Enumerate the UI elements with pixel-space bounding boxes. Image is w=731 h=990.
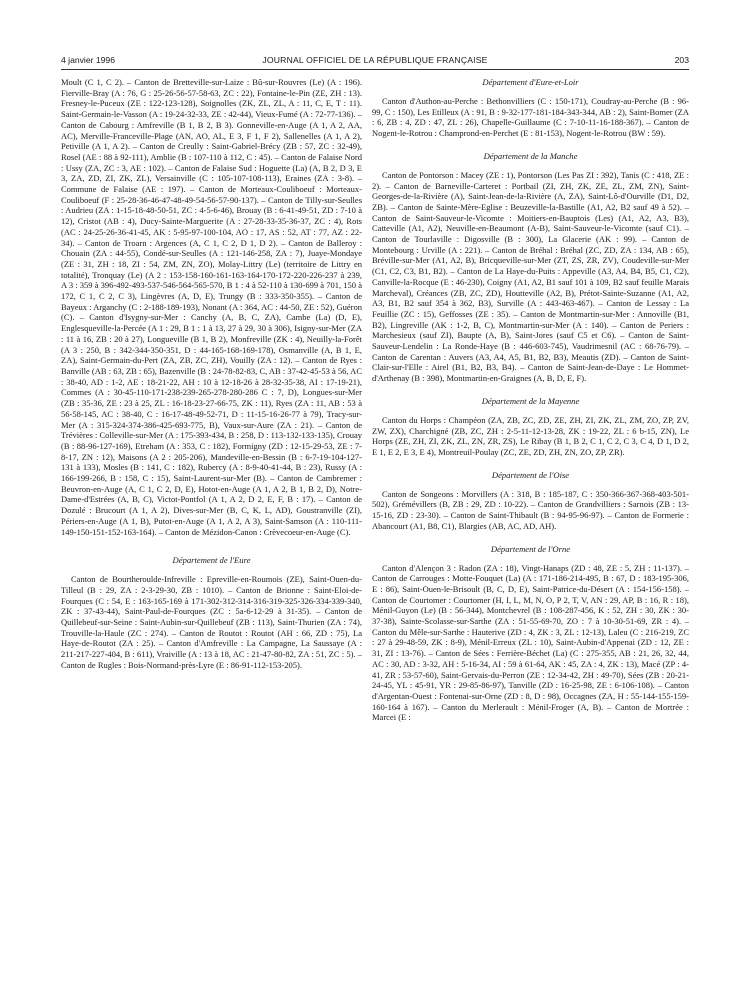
section-gap [372, 139, 689, 151]
page-header [61, 55, 689, 69]
section-gap [372, 555, 689, 563]
section-gap [61, 537, 362, 555]
right-column [372, 77, 689, 982]
header-page-number: 203 [674, 55, 689, 65]
left-column [61, 77, 362, 982]
section-gap [372, 162, 689, 170]
section-gap [372, 407, 689, 415]
section-heading-eure: Département de l'Eure [172, 555, 251, 566]
section-gap [372, 481, 689, 489]
section-heading-orne: Département de l'Orne [490, 543, 571, 554]
calvados-continuation-text: Moult (C 1, C 2). – Canton de Bretteville-sur-Laize : Bû-sur-Rouvres (Le) (A : 196). Fierville-Bray (A : 76, G : 25-26-56-57-58-63, ZC : 22), Fontaine-le-Pin (ZE, ZH : 13). Fresney-le-Puceux (ZE : 122-123-128), Soignolles (ZK, ZL, ZL, A : 11, C, E, T : 11). Saint-Germain-le-Vasson (A : 19-24-32-33, ZE : 42-44), Vieux-Fumé (A : 72-77-136). – Canton de Cabourg : Amfreville (B 1, B 2, B 3). Gonneville-en-Auge (A 1, A 2, AA, AC), Merville-Franceville-Plage (AN, AO, AL, E 3, F 1, F 2), Sallenelles (A 1, A 2), Petiville (A 1, A 2). – Canton de Creully : Saint-Gabriel-Brécy (ZB : 57, ZC : 32-49), Rosel (AE : 88 à 92-111), Amblie (B : 107-110 à 112, C : 45). – Canton de Falaise Nord : Ussy (ZA, ZC : 3, AE : 102). – Canton de Falaise Sud : Hoguette (La) (A, B 2, D 3, E 3, ZA, ZD, ZI, ZK, ZL), Versainville (C : 105-107-108-113), Eraines (ZA : 3-8). – Commune de Falaise (AE : 197). – Canton de Morteaux-Couliboeuf : Morteaux-Couliboeuf (F : 25-28-36-46-47-48-49-54-56-57-90-137). – Canton de Tilly-sur-Seulles : Audrieu (ZA : 1-15-18-48-50-51, ZC : 4-5-6-46), Brouay (B : 6-41-49-51, ZD : 7-10 à 12), Cristot (AB : 4), Ducy-Sainte-Marguerite (A : 27-28-33-35-36-37, ZC : 4), Rots (AC : 24-25-26-36-41-45, AK : 5-95-97-100-104, AO : 17, AS : 52, AT : 77, AZ : 22-34). – Canton de Troarn : Argences (A, C 1, C 2, D 1, D 2). – Canton de Balleroy : Chouain (ZA : 44-55), Condé-sur-Seulles (A : 121-146-258, ZA : 7), Juaye-Mondaye (ZE : 31, ZH : 18, ZI : 54, ZM, ZN, ZO), Molay-Littry (Le) (territoire de Littry en totalité), Tronquay (Le) (A 2 : 153-158-160-161-163-164-170-172-220-226-237 à 239, A 3 : 359 à 396-492-493-537-546-564-565-570, B 1 : 4 à 52-110 à 130-699 à 701, 150 à 172, C 1, C 2, C 3), Lingèvres (A, D, E), Trungy (B : 333-350-355). – Canton de Bayeux : Arganchy (C : 2-188-189-193), Nonant (A : 364, AC : 44-50, ZE : 52), Guéron (C). – Canton d'Isygny-sur-Mer : Canchy (A, B, C, ZA), Cambe (La) (D, E), Englesqueville-la-Percée (A 1 : 29, B 1 : 1 à 13, 27 à 29, 30 à 306), Isigny-sur-Mer (ZA : 11 à 16, ZB : 20 à 27), Longueville (B 1, B 2), Monfreville (ZK : 4), Neuilly-la-Forêt (A 3 : 250, B : 342-344-350-351, D : 44-165-168-169-178), Osmanville (A, B 1, E, ZA), Saint-Germain-du-Pert (ZA, ZB, ZC, ZH), Vouilly (ZA : 12). – Canton de Ryes : Banville (AB : 63, ZB : 65), Bazenville (B : 24-78-82-83, C, AB : 37-42-45-53 à 56, AC : 38-40, AD : 1-2, AE : 18-21-22, AH : 10 à 12-18-26 à 28-32-35-38, AI : 17-19-21), Commes (A : 30-45-110-171-238-239-265-278-280-286 C : 7, D), Longues-sur-Mer (ZB : 35-36, ZE : 23 à 25, ZL : 16-18-23-27-66-75, ZK : 11), Ryes (ZA : 11, AB : 53 à 56-58-145, AC : 38-40, C : 16-17-48-49-52-71, D : 11-15-16-26-77 à 79), Tracy-sur-Mer (A : 315-324-374-386-425-693-775, B), Vaux-sur-Aure (ZA : 21). – Canton de Trévières : Colleville-sur-Mer (A : 175-393-434, B : 258, D : 113-132-133-135), Crouay (B : 88-96-127-169), Etreham (A : 353, C : 182), Formigny (ZD : 12-15-29-53, ZE : 7-8-17, ZN : 12), Maisons (A 2 : 205-206), Mandeville-en-Bessin (B : 6-7-19-104-127-131 à 133), Mosles (B : 141, C : 182), Rubercy (A : 8-9-40-41-44, B : 23), Russy (A : 166-199-266, B : 158, C : 15), Saint-Laurent-sur-Mer (B). – Canton de Cambremer : Beuvron-en-Auge (A, C 1, C 2, D, E), Hotot-en-Auge (A 1, A 2, B 1, B 2, D), Notre-Dame-d'Estrées (A, B, C), Victot-Pontfol (A 1, A 2, D 2, E, F, B : 17). – Canton de Dozulé : Brucourt (A 1, A 2), Dives-sur-Mer (B, C, K, L, AD), Goustranville (ZI), Périers-en-Auge (A 1, B), Putot-en-Auge (A 1, A 2, A 3), Saint-Samson (A : 110-111-149-150-151-152-163-164). – Canton de Mézidon-Canon : Crèvecoeur-en-Auge (C). [61, 77, 362, 537]
section-text-eure-et-loir: Canton d'Authon-au-Perche : Bethonvilliers (C : 150-171), Coudray-au-Perche (B : 96-99, C : 150), Les Etilleux (A : 91, B : 9-32-177-181-184-343-344, AB : 2), Saint-Bomer (ZA : 6, ZB : 4, ZD : 47, ZL : 26), Chapelle-Guillaume (C : 7-10-11-16-188-367). – Canton de Nogent-le-Rotrou : Champrond-en-Perchet (E : 81-153), Nogent-le-Rotrou (BW : 59). [372, 96, 689, 139]
section-heading-eure-et-loir: Département d'Eure-et-Loir [482, 77, 579, 87]
header-rule [61, 69, 689, 70]
section-gap [372, 532, 689, 544]
header-date: 4 janvier 1996 [61, 55, 115, 65]
header-title: JOURNAL OFFICIEL DE LA RÉPUBLIQUE FRANÇAISE [262, 55, 488, 65]
section-heading-manche: Département de la Manche [483, 150, 578, 161]
section-gap [372, 458, 689, 470]
section-text-manche: Canton de Pontorson : Macey (ZE : 1), Pontorson (Les Pas ZI : 392), Tanis (C : 418, ZE : 2). – Canton de Barneville-Carteret : Portbail (ZI, ZH, ZK, ZE, ZL, ZM, ZN), Saint-Georges-de-la-Rivière (A), Saint-Jean-de-la-Rivière (A, ZA), Saint-Lô-d'Ourville (D1, D2, ZB). – Canton de Sainte-Mère-Eglise : Beuzeville-la-Bastille (A1, A2, B2 sauf 49 à 52). – Canton de Saint-Sauveur-le-Vicomte : Moitiers-en-Bauptois (Les) (A1, A2, A3, B3), Catteville (A1, A2), Neuville-en-Beaumont (A-B), Saint-Sauveur-le-Vicomte (sauf C1). – Canton de Tourlaville : Digosville (B : 300), La Glacerie (AK : 99). – Canton de Montebourg : Urville (A : 221). – Canton de Bréhal : Bréhal (ZC, ZD, ZA : 134, AB : 65), Bréville-sur-Mer (A1, A2, B), Bricqueville-sur-Mer (ZT, ZS, ZR, ZV), Coudeville-sur-Mer (C1, C2, C3, B1, B2). – Canton de La Haye-du-Puits : Appeville (A3, A4, B4, B5, C1, C2), Canville-la-Rocque (E : 46-230), Coigny (A1, A2, B1 sauf 101 à 109, B2 sauf feuille Marais Marcheval), Créances (ZB, ZC, ZD), Houtteville (A2, B), Prétot-Sainte-Suzanne (A1, A2, A3, B1, B2 sauf 354 à 362, B3), Surville (A : 443-463-467). – Canton de Lessay : La Feuillie (ZC : 15), Geffosses (ZE : 35). – Canton de Montmartin-sur-Mer : Annoville (B1, B2), Lingreville (AK : 1-2, B, C), Montmartin-sur-Mer (A : 140). – Canton de Periers : Marchesieux (sauf ZI), Baupte (A, B), Saint-Jores (sauf C5 et C6). – Canton de Saint-Sauveur-Lendelin : La Ronde-Haye (B : 446-603-745), Vaudrimesnil (AC : 68-76-79). – Canton de Carentan : Auvers (A3, A4, A5, B1, B2, B3), Meautis (ZD). – Canton de Saint-Clair-sur-l'Elle : Airel (B1, B2, B3, B4). – Canton de Saint-Jean-de-Daye : Le Hommet-d'Arthenay (B : 398), Montmartin-en-Graignes (A, B, D, E, F). [372, 169, 689, 384]
section-heading-mayenne: Département de la Mayenne [481, 395, 580, 406]
section-heading-oise: Département de l'Oise [491, 469, 570, 480]
section-text-orne: Canton d'Alençon 3 : Radon (ZA : 18), Vingt-Hanaps (ZD : 48, ZE : 5, ZH : 11-137). – Canton de Carrouges : Motte-Fouquet (La) (A : 171-186-214-495, B : 67, D : 183-195-306, E : 86), Saint-Ouen-le-Brisoult (B, C, D, E), Saint-Patrice-du-Désert (A : 154-156-158). – Canton de Courtomer : Courtomer (H, I, L, M, N, O, P 2, T, V, AN : 29, AP, B : 16, R : 18), Ménil-Guyon (Le) (B : 56-344), Montchevrel (B : 108-287-456, K : 52, ZH : 30, ZK : 30-37-38), Sainte-Scolasse-sur-Sarthe (ZA : 51-55-69-70, ZO : 7 à 10-30-51-69, ZR : 4). – Canton du Mêle-sur-Sarthe : Hauterive (ZD : 4, ZK : 3, ZL : 12-13), Laleu (C : 216-219, ZC : 27 à 29-48-59, ZK : 8-9), Ménil-Erreux (ZL : 10), Saint-Aubin-d'Appenai (ZD : 12, ZE : 31, ZI : 13-76). – Canton de Sées : Ferrière-Béchet (La) (C : 275-355, AB : 21, 26, 32, 44, AC : 30, AD : 3-32, AH : 5-16-34, AI : 59 à 61-64, AK : 45, ZA : 4, ZK : 13), Macé (ZP : 4-41, ZR : 53-57-60), Saint-Gervais-du-Perron (ZE : 12-34-42, ZH : 49-70), Sées (ZB : 20-21-24-45, YL : 45-91, YR : 29-85-86-97), Tanville (ZD : 16-25-98, ZE : 6-106-108). – Canton d'Argentan-Ouest : Fontenai-sur-Orne (ZD : 8, D : 98), Occagnes (ZA, H : 55-144-155-159-160-164 à 167). – Canton du Merlerault : Ménil-Froger (A, B). – Canton de Mortrée : Marcei (E : [372, 562, 689, 723]
section-gap [372, 88, 689, 96]
section-gap [372, 384, 689, 396]
section-text-eure: Canton de Bourtheroulde-Infreville : Epreville-en-Roumois (ZE), Saint-Ouen-du-Tilleul (B : 29, ZA : 2-3-29-30, ZB : 1010). – Canton de Brionne : Saint-Eloi-de-Fourques (C : 54, E : 163-165-169 à 171-302-312-314-316-319-325-326-334-339-340, ZK : 37-43-44), Saint-Paul-de-Fourques (ZC : 5a-6-12-29 à 31-35). – Canton de Quillebeuf-sur-Seine : Saint-Aubin-sur-Quillebeuf (ZB : 113), Saint-Thurien (ZA : 74), Trouville-la-Haule (ZC : 274). – Canton de Routot : Routot (AH : 66, ZD : 75), La Haye-de-Routot (ZA : 25). – Canton d'Amfreville : La Campagne, La Saussaye (A : 211-217-227-404, B : 611), Vraiville (A : 13 à 18, AC : 21-47-80-82, ZA : 51, ZC : 5). – Canton de Rugles : Bois-Normand-près-Lyre (E : 86-91-112-153-205). [61, 574, 362, 670]
section-gap [61, 566, 362, 574]
section-text-mayenne: Canton du Horps : Champéon (ZA, ZB, ZC, ZD, ZE, ZH, ZI, ZK, ZL, ZM, ZO, ZP, ZV, ZW, ZX), Charchigné (ZB, ZC, ZH : 2-5-11-12-13-28, ZK : 19-22, ZL : 6 b-15, ZN), Le Horps (ZE, ZH, ZI, ZK, ZL, ZN, ZR, ZS), Le Ribay (B 1, B 2, C 1, C 2, C 3, C 4, D 1, D 2, E 1, E 2, E 3, E 4), Montreuil-Poulay (ZC, ZE, ZD, ZH, ZN, ZO, ZP, ZR). [372, 414, 689, 457]
section-text-oise: Canton de Songeons : Morvillers (A : 318, B : 185-187, C : 350-366-367-368-403-501-502), Grémévillers (B, ZB : 29, ZD : 10-22). – Canton de Grandvilliers : Sarnois (ZB : 13-15-16, ZD : 23-30). – Canton de Saint-Thibault (B : 94-95-96-97). – Canton de Formerie : Abancourt (A1, B8, C1), Blargies (AB, AC, AD, AH). [372, 488, 689, 531]
